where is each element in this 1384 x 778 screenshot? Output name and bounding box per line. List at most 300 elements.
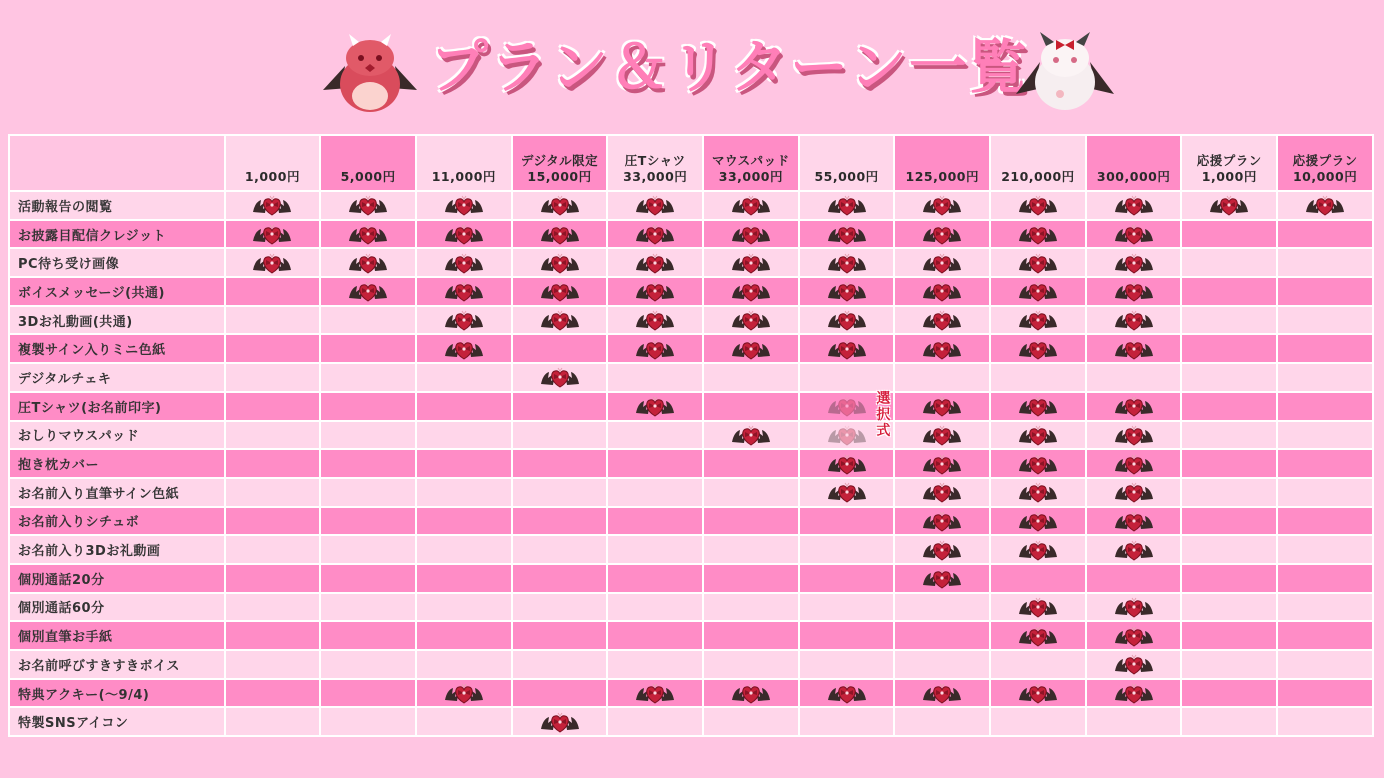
plan-cell xyxy=(1087,594,1181,621)
heart-bat-icon xyxy=(1113,596,1155,618)
heart-bat-icon xyxy=(921,223,963,245)
plan-cell xyxy=(895,278,989,305)
plan-header-row xyxy=(10,136,1372,190)
plan-cell xyxy=(321,221,415,248)
plan-cell xyxy=(800,390,894,439)
heart-bat-icon xyxy=(634,194,676,216)
plan-cell xyxy=(991,335,1085,362)
plan-cell xyxy=(321,278,415,305)
plan-cell xyxy=(704,450,798,477)
plan-cell xyxy=(321,307,415,334)
plan-cell xyxy=(991,422,1085,449)
heart-bat-icon xyxy=(251,223,293,245)
plan-cell xyxy=(800,249,894,276)
heart-bat-icon xyxy=(1017,539,1059,561)
plan-header-12: 応援プラン 10,000円 xyxy=(1278,136,1372,190)
plan-cell xyxy=(608,221,702,248)
plan-cell xyxy=(608,422,702,449)
heart-bat-icon xyxy=(921,309,963,331)
plan-cell xyxy=(608,536,702,563)
plan-cell xyxy=(1087,622,1181,649)
plan-cell xyxy=(1182,278,1276,305)
heart-bat-icon xyxy=(1017,223,1059,245)
plan-cell xyxy=(704,221,798,248)
plan-cell xyxy=(1087,479,1181,506)
plan-cell xyxy=(417,335,511,362)
plan-cell xyxy=(991,450,1085,477)
plan-cell xyxy=(1278,536,1372,563)
plan-cell xyxy=(608,622,702,649)
heart-bat-icon xyxy=(730,280,772,302)
plan-cell xyxy=(895,565,989,592)
plan-cell xyxy=(991,307,1085,334)
table-row xyxy=(10,622,1372,649)
heart-bat-icon xyxy=(1113,453,1155,475)
plan-cell xyxy=(991,651,1085,678)
plan-cell xyxy=(608,450,702,477)
heart-bat-icon xyxy=(1113,252,1155,274)
plan-cell xyxy=(1278,364,1372,391)
plan-cell xyxy=(1087,651,1181,678)
plan-cell xyxy=(1182,249,1276,276)
heart-bat-icon xyxy=(1113,510,1155,532)
heart-bat-icon xyxy=(1113,481,1155,503)
heart-bat-icon xyxy=(347,223,389,245)
choice-note: 選択式 xyxy=(876,390,891,439)
plan-cell xyxy=(321,479,415,506)
plan-cell xyxy=(1278,594,1372,621)
return-item-label: 個別直筆お手紙 xyxy=(10,622,224,649)
plan-header-10: 300,000円 xyxy=(1087,136,1181,190)
plan-cell xyxy=(608,393,702,420)
plan-cell xyxy=(1087,278,1181,305)
plan-cell xyxy=(800,565,894,592)
plan-cell xyxy=(1278,422,1372,449)
plan-cell xyxy=(1278,680,1372,707)
return-item-label: おしりマウスパッド xyxy=(10,422,224,449)
plan-cell xyxy=(417,192,511,219)
heart-bat-icon xyxy=(539,223,581,245)
plan-cell xyxy=(226,622,320,649)
plan-cell xyxy=(321,364,415,391)
plan-cell xyxy=(513,622,607,649)
plan-cell xyxy=(417,479,511,506)
plan-cell xyxy=(895,622,989,649)
heart-bat-icon xyxy=(634,223,676,245)
plan-cell xyxy=(321,192,415,219)
return-item-label: デジタルチェキ xyxy=(10,364,224,391)
plan-cell xyxy=(1278,192,1372,219)
plan-cell xyxy=(704,622,798,649)
plan-cell xyxy=(800,364,894,391)
heart-bat-icon xyxy=(443,252,485,274)
plan-cell xyxy=(608,364,702,391)
plan-cell xyxy=(1278,221,1372,248)
heart-bat-icon xyxy=(1017,252,1059,274)
plan-cell xyxy=(226,192,320,219)
heart-bat-icon xyxy=(921,539,963,561)
plan-cell xyxy=(321,393,415,420)
plan-cell xyxy=(800,594,894,621)
heart-bat-icon xyxy=(539,711,581,733)
heart-bat-icon xyxy=(730,309,772,331)
plan-cell xyxy=(895,307,989,334)
heart-bat-icon xyxy=(826,424,868,446)
plan-cell xyxy=(608,307,702,334)
heart-bat-icon xyxy=(1113,682,1155,704)
plan-cell xyxy=(800,192,894,219)
plan-cell xyxy=(226,508,320,535)
heart-bat-icon xyxy=(634,395,676,417)
plan-cell xyxy=(321,422,415,449)
heart-bat-icon xyxy=(251,194,293,216)
plan-cell xyxy=(1182,594,1276,621)
plan-cell xyxy=(321,651,415,678)
heart-bat-icon xyxy=(826,223,868,245)
plan-cell xyxy=(800,278,894,305)
return-item-label: お名前入りシチュボ xyxy=(10,508,224,535)
plan-cell xyxy=(226,708,320,735)
plan-cell xyxy=(991,393,1085,420)
return-item-label: お名前呼びすきすきボイス xyxy=(10,651,224,678)
heart-bat-icon xyxy=(1017,682,1059,704)
plan-cell xyxy=(800,335,894,362)
plan-cell xyxy=(895,536,989,563)
plan-cell xyxy=(1087,335,1181,362)
heart-bat-icon xyxy=(1017,309,1059,331)
plan-cell xyxy=(226,680,320,707)
heart-bat-icon xyxy=(347,280,389,302)
plan-cell xyxy=(226,422,320,449)
plan-cell xyxy=(704,335,798,362)
plan-cell xyxy=(704,307,798,334)
heart-bat-icon xyxy=(443,194,485,216)
plan-cell xyxy=(321,335,415,362)
plan-cell xyxy=(895,479,989,506)
heart-bat-icon xyxy=(1017,194,1059,216)
table-row xyxy=(10,651,1372,678)
plan-cell xyxy=(1182,622,1276,649)
plan-cell xyxy=(513,278,607,305)
heart-bat-icon xyxy=(1113,539,1155,561)
plan-cell xyxy=(417,594,511,621)
plan-cell xyxy=(1278,565,1372,592)
plan-return-table xyxy=(8,134,1374,744)
return-item-label: 特製SNSアイコン xyxy=(10,708,224,735)
plan-cell xyxy=(1087,450,1181,477)
plan-cell xyxy=(1182,508,1276,535)
heart-bat-icon xyxy=(921,510,963,532)
plan-cell xyxy=(704,479,798,506)
plan-cell xyxy=(895,393,989,420)
plan-cell xyxy=(704,278,798,305)
plan-cell xyxy=(704,565,798,592)
table-row xyxy=(10,680,1372,707)
heart-bat-icon xyxy=(921,280,963,302)
heart-bat-icon xyxy=(1113,194,1155,216)
plan-cell xyxy=(704,651,798,678)
table-row xyxy=(10,450,1372,477)
plan-header-6: マウスパッド 33,000円 xyxy=(704,136,798,190)
plan-cell xyxy=(226,307,320,334)
heart-bat-icon xyxy=(1017,424,1059,446)
heart-bat-icon xyxy=(1208,194,1250,216)
plan-cell xyxy=(991,622,1085,649)
plan-cell xyxy=(1087,249,1181,276)
heart-bat-icon xyxy=(921,194,963,216)
table-row xyxy=(10,307,1372,334)
plan-cell xyxy=(800,622,894,649)
plan-cell xyxy=(1182,192,1276,219)
heart-bat-icon xyxy=(826,338,868,360)
plan-cell xyxy=(513,708,607,735)
plan-cell xyxy=(321,536,415,563)
plan-cell xyxy=(1278,479,1372,506)
return-item-label: お名前入り3Dお礼動画 xyxy=(10,536,224,563)
page-title: プラン＆リターン一覧 xyxy=(430,33,1029,101)
plan-cell xyxy=(991,565,1085,592)
plan-cell xyxy=(895,651,989,678)
plan-cell xyxy=(800,680,894,707)
plan-cell xyxy=(704,393,798,420)
return-item-label: お名前入り直筆サイン色紙 xyxy=(10,479,224,506)
heart-bat-icon xyxy=(1017,453,1059,475)
heart-bat-icon xyxy=(826,252,868,274)
plan-cell xyxy=(321,565,415,592)
plan-cell xyxy=(1087,422,1181,449)
heart-bat-icon xyxy=(634,309,676,331)
plan-cell xyxy=(704,249,798,276)
return-item-label: 活動報告の閲覧 xyxy=(10,192,224,219)
plan-cell xyxy=(608,651,702,678)
plan-cell xyxy=(1182,422,1276,449)
plan-cell xyxy=(895,422,989,449)
plan-cell xyxy=(991,192,1085,219)
plan-cell xyxy=(417,680,511,707)
table-row xyxy=(10,393,1372,420)
plan-cell xyxy=(608,335,702,362)
plan-cell xyxy=(513,335,607,362)
heart-bat-icon xyxy=(1017,625,1059,647)
header xyxy=(0,0,1384,130)
plan-cell xyxy=(1278,335,1372,362)
red-dragon-mascot-icon xyxy=(315,28,425,114)
plan-cell xyxy=(226,221,320,248)
plan-cell xyxy=(417,565,511,592)
plan-cell xyxy=(800,708,894,735)
heart-bat-icon xyxy=(1113,424,1155,446)
plan-cell xyxy=(1278,622,1372,649)
plan-cell xyxy=(321,594,415,621)
return-item-label: 3Dお礼動画(共通) xyxy=(10,307,224,334)
plan-cell xyxy=(226,594,320,621)
heart-bat-icon xyxy=(443,682,485,704)
plan-cell xyxy=(417,622,511,649)
plan-cell xyxy=(608,680,702,707)
plan-cell xyxy=(1087,536,1181,563)
plan-cell xyxy=(1182,364,1276,391)
plan-header-3: 11,000円 xyxy=(417,136,511,190)
plan-cell xyxy=(321,708,415,735)
plan-cell xyxy=(608,249,702,276)
plan-cell xyxy=(1182,651,1276,678)
plan-cell xyxy=(608,708,702,735)
heart-bat-icon xyxy=(1304,194,1346,216)
heart-bat-icon xyxy=(443,280,485,302)
heart-bat-icon xyxy=(730,682,772,704)
heart-bat-icon xyxy=(1017,395,1059,417)
plan-cell xyxy=(991,594,1085,621)
plan-cell xyxy=(1278,307,1372,334)
return-item-label: PC待ち受け画像 xyxy=(10,249,224,276)
heart-bat-icon xyxy=(347,252,389,274)
plan-cell xyxy=(991,536,1085,563)
heart-bat-icon xyxy=(347,194,389,216)
plan-cell xyxy=(895,508,989,535)
plan-cell xyxy=(226,651,320,678)
heart-bat-icon xyxy=(1113,309,1155,331)
plan-cell xyxy=(417,364,511,391)
plan-cell xyxy=(226,536,320,563)
return-item-label: ボイスメッセージ(共通) xyxy=(10,278,224,305)
plan-cell xyxy=(991,479,1085,506)
plan-cell xyxy=(895,249,989,276)
heart-bat-icon xyxy=(826,682,868,704)
plan-cell xyxy=(513,651,607,678)
plan-cell xyxy=(1182,565,1276,592)
plan-cell xyxy=(800,651,894,678)
plan-cell xyxy=(800,307,894,334)
plan-cell xyxy=(513,508,607,535)
plan-grid xyxy=(8,134,1374,737)
plan-cell xyxy=(704,594,798,621)
heart-bat-icon xyxy=(1113,280,1155,302)
heart-bat-icon xyxy=(1113,395,1155,417)
plan-cell xyxy=(991,278,1085,305)
plan-cell xyxy=(321,622,415,649)
heart-bat-icon xyxy=(634,280,676,302)
plan-cell xyxy=(1278,508,1372,535)
plan-cell xyxy=(608,508,702,535)
plan-cell xyxy=(226,450,320,477)
heart-bat-icon xyxy=(443,223,485,245)
plan-cell xyxy=(513,536,607,563)
plan-cell xyxy=(704,708,798,735)
heart-bat-icon xyxy=(634,682,676,704)
heart-bat-icon xyxy=(539,252,581,274)
plan-cell xyxy=(417,708,511,735)
heart-bat-icon xyxy=(634,252,676,274)
heart-bat-icon xyxy=(1113,653,1155,675)
return-item-label: 個別通話60分 xyxy=(10,594,224,621)
plan-header-9: 210,000円 xyxy=(991,136,1085,190)
plan-cell xyxy=(895,594,989,621)
heart-bat-icon xyxy=(443,338,485,360)
plan-cell xyxy=(800,508,894,535)
return-item-label: 特典アクキー(～9/4) xyxy=(10,680,224,707)
heart-bat-icon xyxy=(921,424,963,446)
heart-bat-icon xyxy=(826,481,868,503)
plan-cell xyxy=(895,450,989,477)
plan-cell xyxy=(1182,307,1276,334)
table-row xyxy=(10,422,1372,449)
heart-bat-icon xyxy=(1017,510,1059,532)
plan-header-7: 55,000円 xyxy=(800,136,894,190)
return-item-label: 抱き枕カバー xyxy=(10,450,224,477)
plan-cell xyxy=(895,364,989,391)
return-item-label: 複製サイン入りミニ色紙 xyxy=(10,335,224,362)
return-item-label: お披露目配信クレジット xyxy=(10,221,224,248)
plan-cell xyxy=(991,508,1085,535)
plan-cell xyxy=(991,249,1085,276)
plan-cell xyxy=(1182,450,1276,477)
heart-bat-icon xyxy=(730,223,772,245)
heart-bat-icon xyxy=(826,453,868,475)
corner-cell xyxy=(10,136,224,190)
heart-bat-icon xyxy=(921,682,963,704)
plan-header-1: 1,000円 xyxy=(226,136,320,190)
plan-cell xyxy=(1087,393,1181,420)
plan-cell xyxy=(226,393,320,420)
plan-cell xyxy=(226,335,320,362)
heart-bat-icon xyxy=(634,338,676,360)
heart-bat-icon xyxy=(1017,596,1059,618)
heart-bat-icon xyxy=(730,194,772,216)
heart-bat-icon xyxy=(921,395,963,417)
plan-cell xyxy=(1278,393,1372,420)
plan-cell xyxy=(417,249,511,276)
plan-cell xyxy=(321,508,415,535)
plan-cell xyxy=(608,278,702,305)
heart-bat-icon xyxy=(730,338,772,360)
plan-cell xyxy=(1182,708,1276,735)
plan-cell xyxy=(417,536,511,563)
plan-cell xyxy=(895,708,989,735)
table-row xyxy=(10,278,1372,305)
heart-bat-icon xyxy=(826,280,868,302)
plan-cell xyxy=(513,221,607,248)
table-row xyxy=(10,536,1372,563)
plan-cell xyxy=(513,393,607,420)
plan-cell xyxy=(513,594,607,621)
plan-cell xyxy=(513,680,607,707)
plan-cell xyxy=(608,594,702,621)
table-row xyxy=(10,508,1372,535)
plan-cell xyxy=(1087,680,1181,707)
plan-cell xyxy=(704,422,798,449)
plan-cell xyxy=(417,450,511,477)
plan-cell xyxy=(1182,479,1276,506)
table-row xyxy=(10,249,1372,276)
heart-bat-icon xyxy=(1113,338,1155,360)
plan-cell xyxy=(226,364,320,391)
plan-cell xyxy=(321,450,415,477)
plan-cell xyxy=(1182,221,1276,248)
plan-cell xyxy=(800,536,894,563)
plan-cell xyxy=(513,249,607,276)
heart-bat-icon xyxy=(251,252,293,274)
plan-cell xyxy=(800,221,894,248)
heart-bat-icon xyxy=(443,309,485,331)
plan-cell xyxy=(226,278,320,305)
plan-cell xyxy=(895,335,989,362)
plan-cell xyxy=(1182,680,1276,707)
plan-cell xyxy=(704,508,798,535)
heart-bat-icon xyxy=(921,453,963,475)
plan-cell xyxy=(895,192,989,219)
plan-cell xyxy=(226,479,320,506)
table-row xyxy=(10,192,1372,219)
